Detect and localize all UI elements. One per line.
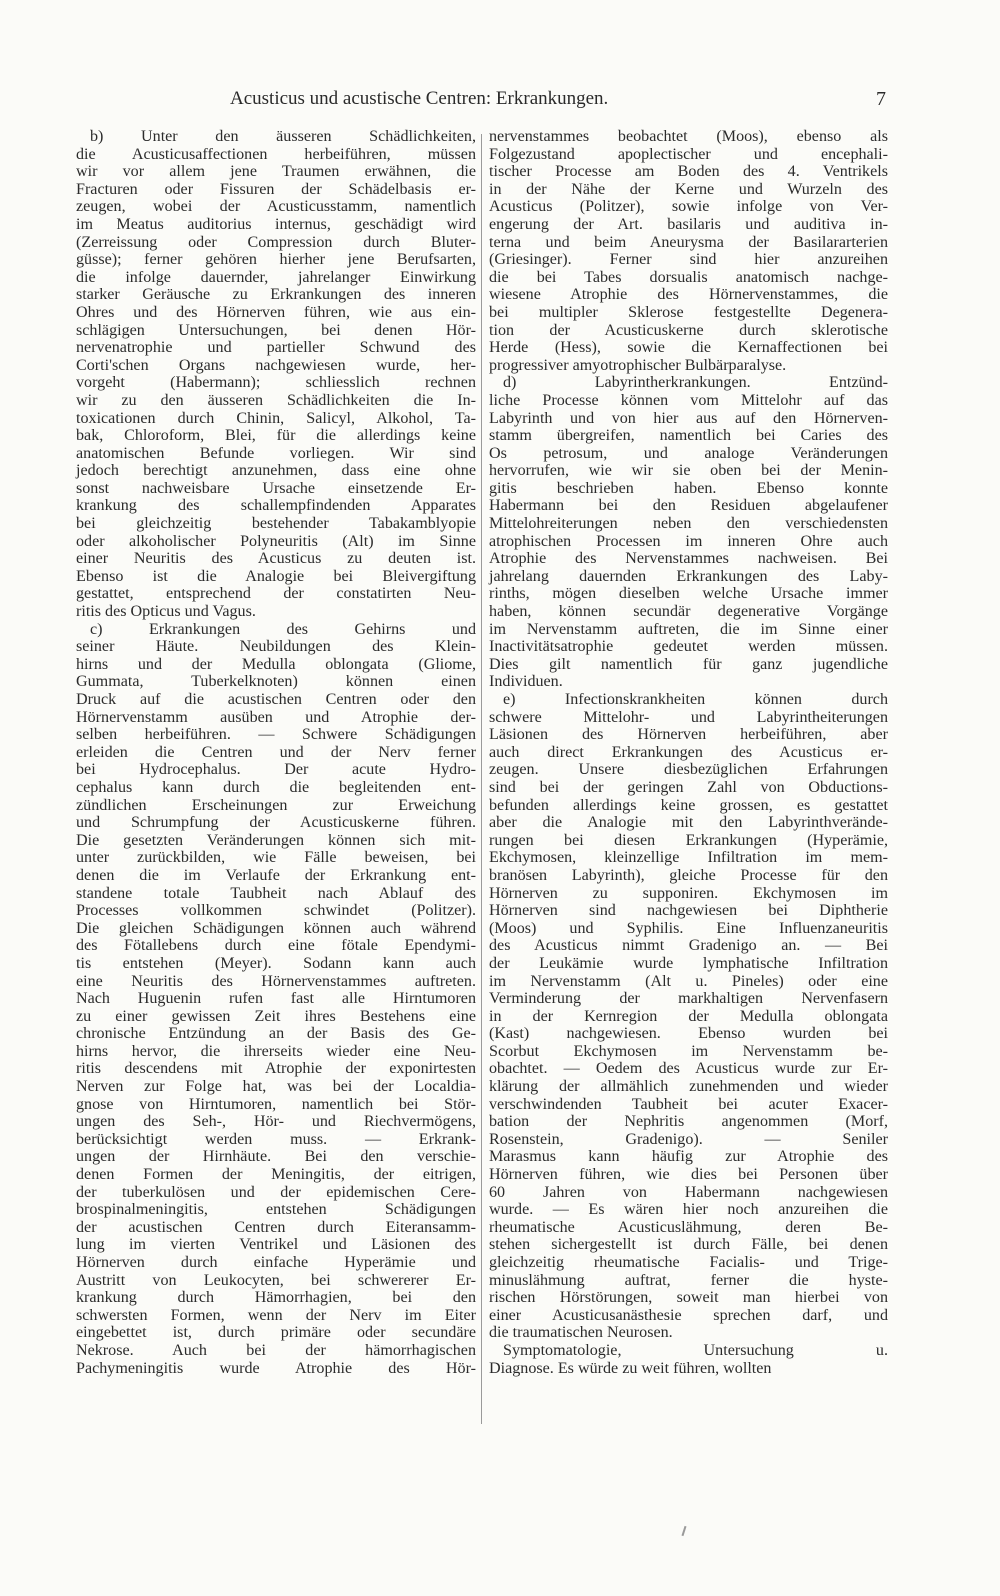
text-line: bei gleichzeitig bestehender Tabakamblyopie <box>76 515 476 533</box>
text-line: die traumatischen Neurosen. <box>489 1324 673 1342</box>
text-line: aber die Analogie mit den Labyrinthverände- <box>489 814 888 832</box>
text-line: bak, Chloroform, Blei, für die allerdings keine <box>76 427 476 445</box>
text-line: standene totale Taubheit nach Ablauf des <box>76 884 476 902</box>
text-line: berücksichtigt werden muss. — Erkrank- <box>76 1130 476 1148</box>
text-line: Gummata, Tuberkelknoten) können einen <box>76 673 476 691</box>
text-line: Hörnerven durch einfache Hyperämie und <box>76 1254 476 1271</box>
text-line: Processes vollkommen schwindet (Politzer). <box>76 902 476 920</box>
text-line: Rosenstein, Gradenigo). — Seniler <box>489 1130 888 1148</box>
text-line: Scorbut Ekchymosen im Nervenstamm be- <box>489 1042 888 1060</box>
text-line: befunden allerdings keine grossen, es gestattet <box>489 796 888 814</box>
text-line: Läsionen des Hörnerven herbeiführen, aber <box>489 726 888 744</box>
text-line: des Fötallebens durch eine fötale Ependymi- <box>76 937 476 955</box>
text-line: erleiden die Centren und der Nerv ferner <box>76 743 476 761</box>
text-line: nervenstammes beobachtet (Moos), ebenso als <box>489 128 888 145</box>
text-line: gestattet, entsprechend der constatirten Neu- <box>76 585 476 603</box>
text-line: güsse); ferner gehören hierher jene Berufsarten, <box>76 251 476 269</box>
text-line: stehen sichergestellt ist durch Fälle, bei denen <box>489 1236 888 1254</box>
text-line: auch direct Erkrankungen des Acusticus er- <box>489 743 888 761</box>
text-line: denen die im Verlaufe der Erkrankung ent- <box>76 866 476 884</box>
text-line: Labyrinth und von hier aus auf den Hörnerven- <box>489 409 888 427</box>
text-line: im Meatus auditorius internus, geschädigt wird <box>76 215 476 233</box>
text-line: Atrophie des Nervenstammes nachweisen. Bei <box>489 550 888 568</box>
text-line: hervorrufen, wie wir sie oben bei der Menin- <box>489 462 888 480</box>
text-line: Mittelohreiterungen neben den verschiedensten <box>489 515 888 533</box>
text-line: Nekrose. Auch bei der hämorrhagischen <box>76 1341 476 1359</box>
text-line: zündlichen Erscheinungen zur Erweichung <box>76 796 476 814</box>
text-line: krankung des schallempfindenden Apparates <box>76 497 476 515</box>
text-line: stamm übergreifen, namentlich bei Caries des <box>489 427 888 445</box>
text-line: c) Erkrankungen des Gehirns und <box>90 620 476 638</box>
text-line: ritis descendens mit Atrophie der exponirtesten <box>76 1060 476 1078</box>
text-line: Folgezustand apoplectischer und encephali- <box>489 145 888 163</box>
text-line: selben herbeiführen. — Schwere Schädigungen <box>76 726 476 744</box>
text-line: schwere Mittelohr- und Labyrintheiterungen <box>489 708 888 726</box>
text-line: rischen Hörstörungen, soweit man hierbei von <box>489 1289 888 1307</box>
text-line: eine Neuritis des Hörnervenstammes auftreten. <box>76 972 476 990</box>
text-line: sonst nachweisbare Ursache einsetzende Er- <box>76 479 476 497</box>
text-line: in der Kernregion der Medulla oblongata <box>489 1007 888 1025</box>
text-line: sind bei der geringen Zahl von Obductions- <box>489 778 888 796</box>
text-line: ritis des Opticus und Vagus. <box>76 603 256 621</box>
text-line: Ohres und des Hörnerven führen, wie aus ein- <box>76 303 476 321</box>
text-line: in der Nähe der Kerne und Wurzeln des <box>489 180 888 198</box>
text-line: (Griesinger). Ferner sind hier anzureihen <box>489 251 888 269</box>
text-line: e) Infectionskrankheiten können durch <box>503 691 888 708</box>
text-line: Herde (Hess), sowie die Kernaffectionen bei <box>489 339 888 357</box>
text-line: im Nervenstamm auftreten, die im Sinne einer <box>489 620 888 638</box>
text-line: anatomischen Befunde vorliegen. Wir sind <box>76 444 476 462</box>
text-line: rinths, mögen dieselben welche Ursache immer <box>489 585 888 603</box>
text-line: Nach Huguenin rufen fast alle Hirntumoren <box>76 990 476 1008</box>
text-line: haben, können secundär degenerative Vorgänge <box>489 603 888 621</box>
text-line: Marasmus kann häufig zur Atrophie des <box>489 1148 888 1166</box>
scan-speck <box>682 1526 687 1536</box>
right-text-column <box>489 128 888 1377</box>
text-line: brospinalmeningitis, entstehen Schädigungen <box>76 1201 476 1219</box>
text-line: b) Unter den äusseren Schädlichkeiten, <box>90 128 476 145</box>
text-line: klärung der allmählich zunehmenden und wieder <box>489 1078 888 1096</box>
text-line: Die gesetzten Veränderungen können sich mit- <box>76 831 476 849</box>
text-line: 60 Jahren von Habermann nachgewiesen <box>489 1183 888 1201</box>
text-line: verschwindenden Taubheit bei acuter Exacer- <box>489 1095 888 1113</box>
text-line: jedoch berechtigt anzunehmen, dass eine ohne <box>76 462 476 480</box>
text-line: unter zurückbilden, wie Fälle beweisen, bei <box>76 849 476 867</box>
text-line: Druck auf die acustischen Centren oder den <box>76 691 476 708</box>
text-line: Verminderung der markhaltigen Nervenfasern <box>489 990 888 1008</box>
text-line: branösen Labyrinth), gleiche Processe für den <box>489 866 888 884</box>
text-line: Pachymeningitis wurde Atrophie des Hör- <box>76 1359 476 1377</box>
text-line: oder alkoholischer Polyneuritis (Alt) im Sinne <box>76 532 476 550</box>
text-line: atrophischen Processen im inneren Ohre auch <box>489 532 888 550</box>
text-line: Hörnerven zu supponiren. Ekchymosen im <box>489 884 888 902</box>
text-line: Dies gilt namentlich für ganz jugendliche <box>489 655 888 673</box>
text-line: einer Acusticusanästhesie sprechen darf, und <box>489 1306 888 1324</box>
text-line: seiner Häute. Neubildungen des Klein- <box>76 638 476 656</box>
text-line: engerung der Art. basilaris und auditiva in- <box>489 215 888 233</box>
text-line: liche Processe können vom Mittelohr auf das <box>489 391 888 409</box>
text-line: einer Neuritis des Acusticus zu deuten ist. <box>76 550 476 568</box>
text-line: Nerven zur Folge hat, was bei der Localdia- <box>76 1078 476 1096</box>
text-line: im Nervenstamm (Alt u. Pineles) oder eine <box>489 972 888 990</box>
text-line: nervenatrophie und partieller Schwund des <box>76 339 476 357</box>
text-line: Ebenso ist die Analogie bei Bleivergiftung <box>76 567 476 585</box>
text-line: progressiver amyotrophischer Bulbärparalyse. <box>489 356 787 374</box>
text-line: (Moos) und Syphilis. Eine Influenzaneuritis <box>489 919 888 937</box>
text-line: krankung durch Hämorrhagien, bei den <box>76 1289 476 1307</box>
text-line: der acustischen Centren durch Eiteransamm- <box>76 1218 476 1236</box>
text-line: wir zu den äusseren Schädlichkeiten die In- <box>76 391 476 409</box>
text-line: lung im vierten Ventrikel und Läsionen des <box>76 1236 476 1254</box>
text-line: bei Hydrocephalus. Der acute Hydro- <box>76 761 476 779</box>
text-line: des Acusticus nimmt Gradenigo an. — Bei <box>489 937 888 955</box>
running-title: Acusticus und acustische Centren: Erkrankungen. <box>230 88 609 109</box>
left-text-column <box>76 128 476 1377</box>
text-line: ungen der Hirnhäute. Bei den verschie- <box>76 1148 476 1166</box>
text-line: starker Geräusche zu Erkrankungen des inneren <box>76 286 476 304</box>
text-line: zu einer gewissen Zeit ihres Bestehens eine <box>76 1007 476 1025</box>
text-line: bation der Nephritis angenommen (Morf, <box>489 1113 888 1131</box>
text-line: Symptomatologie, Untersuchung u. <box>503 1341 888 1359</box>
text-line: Die gleichen Schädigungen können auch während <box>76 919 476 937</box>
text-line: jahrelang dauernden Erkrankungen des Laby- <box>489 567 888 585</box>
text-line: gleichzeitig rheumatische Facialis- und Trige- <box>489 1254 888 1271</box>
text-line: toxicationen durch Chinin, Salicyl, Alkohol, Ta- <box>76 409 476 427</box>
text-line: Austritt von Leukocyten, bei schwererer Er- <box>76 1271 476 1289</box>
text-line: hirns und der Medulla oblongata (Gliome, <box>76 655 476 673</box>
text-line: tischer Processe am Boden des 4. Ventrikels <box>489 163 888 181</box>
text-line: minuslähmung auftrat, ferner die hyste- <box>489 1271 888 1289</box>
column-divider <box>481 134 482 1424</box>
text-line: Ekchymosen, kleinzellige Infiltration im mem- <box>489 849 888 867</box>
text-line: Acusticus (Politzer), sowie infolge von Ver- <box>489 198 888 216</box>
text-line: schlägigen Untersuchungen, bei denen Hör- <box>76 321 476 339</box>
text-line: rheumatische Acusticuslähmung, deren Be- <box>489 1218 888 1236</box>
text-line: Corti'schen Organs nachgewiesen wurde, her- <box>76 356 476 374</box>
text-line: wiesene Atrophie des Hörnervenstammes, die <box>489 286 888 304</box>
text-line: wurde. — Es wären hier noch anzureihen die <box>489 1201 888 1219</box>
text-line: der Leukämie wurde lymphatische Infiltration <box>489 954 888 972</box>
text-line: hirns hervor, die ihrerseits wieder eine Neu- <box>76 1042 476 1060</box>
text-line: Hörnerven sind nachgewiesen bei Diphtherie <box>489 902 888 920</box>
text-line: zeugen. Unsere diesbezüglichen Erfahrungen <box>489 761 888 779</box>
text-line: terna und beim Aneurysma der Basilararterien <box>489 233 888 251</box>
text-line: gitis beschrieben haben. Ebenso konnte <box>489 479 888 497</box>
text-line: Fracturen oder Fissuren der Schädelbasis er- <box>76 180 476 198</box>
text-line: denen Formen der Meningitis, der eitrigen, <box>76 1166 476 1184</box>
text-line: (Zerreissung oder Compression durch Bluter- <box>76 233 476 251</box>
text-line: d) Labyrintherkrankungen. Entzünd- <box>503 374 888 392</box>
text-line: die infolge dauernder, jahrelanger Einwirkung <box>76 268 476 286</box>
text-line: Diagnose. Es würde zu weit führen, wollten <box>489 1359 772 1377</box>
text-line: die bei Tabes dorsualis anatomisch nachge- <box>489 268 888 286</box>
text-line: rungen bei diesen Erkrankungen (Hyperämie, <box>489 831 888 849</box>
text-line: der tuberkulösen und der epidemischen Cere- <box>76 1183 476 1201</box>
text-line: gnose von Hirntumoren, namentlich bei Stör- <box>76 1095 476 1113</box>
text-line: tis entstehen (Meyer). Sodann kann auch <box>76 954 476 972</box>
text-line: Inactivitätsatrophie gedeutet werden müssen. <box>489 638 888 656</box>
text-line: chronische Entzündung an der Basis des Ge- <box>76 1025 476 1043</box>
text-line: Os petrosum, und analoge Veränderungen <box>489 444 888 462</box>
text-line: zeugen, wobei der Acusticusstamm, namentlich <box>76 198 476 216</box>
page-header <box>0 88 1000 118</box>
text-line: schwersten Formen, wenn der Nerv im Eiter <box>76 1306 476 1324</box>
text-line: vorgeht (Habermann); schliesslich rechnen <box>76 374 476 392</box>
text-line: tion der Acusticuskerne durch sklerotische <box>489 321 888 339</box>
text-line: Hörnerven führen, wie dies bei Personen über <box>489 1166 888 1184</box>
page-number: 7 <box>876 88 886 110</box>
text-line: Hörnervenstamm ausüben und Atrophie der- <box>76 708 476 726</box>
text-line: wir vor allem jene Traumen erwähnen, die <box>76 163 476 181</box>
text-line: obachtet. — Oedem des Acusticus wurde zur Er- <box>489 1060 888 1078</box>
text-line: ungen des Seh-, Hör- und Riechvermögens, <box>76 1113 476 1131</box>
text-line: Habermann bei den Residuen abgelaufener <box>489 497 888 515</box>
text-line: (Kast) nachgewiesen. Ebenso wurden bei <box>489 1025 888 1043</box>
text-line: die Acusticusaffectionen herbeiführen, müssen <box>76 145 476 163</box>
text-line: eingebettet ist, durch primäre oder secundäre <box>76 1324 476 1342</box>
text-line: bei multipler Sklerose festgestellte Degenera- <box>489 303 888 321</box>
text-line: und Schrumpfung der Acusticuskerne führen. <box>76 814 476 832</box>
text-line: cephalus kann durch die begleitenden ent- <box>76 778 476 796</box>
text-line: Individuen. <box>489 673 563 691</box>
